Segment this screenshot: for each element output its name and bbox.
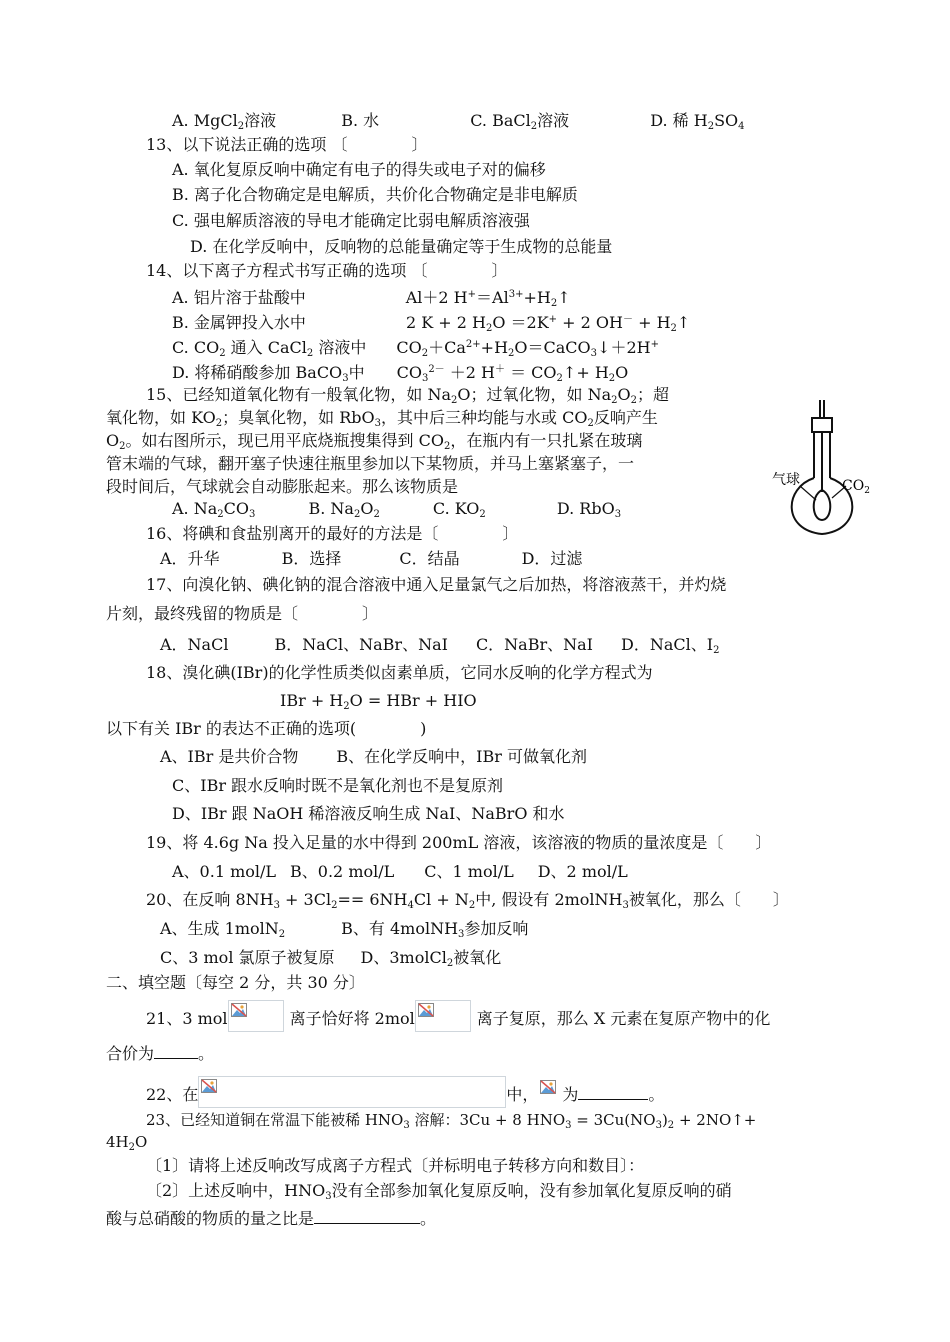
broken-image-placeholder [415,1000,471,1032]
q15-line-3: $O_2$。如右图所示，现已用平底烧瓶搜集得到 $CO_2$，在瓶内有一只扎紧在玻璃 [106,431,643,452]
q13-option-d: D. 在化学反响中，反响物的总能量确定等于生成物的总能量 [190,237,613,256]
co2-label: $CO_2$ [842,478,870,496]
q23-line-2: $4H_2O$ [106,1133,148,1153]
q23-part-2: 〔2〕上述反响中，$HNO_3$没有全部参加氧化复原反响，没有参加氧化复原反响的硝 [146,1181,732,1202]
q15-line-5: 段时间后，气球就会自动膨胀起来。那么该物质是 [106,477,459,496]
q16-stem: 16、将碘和食盐别离开的最好的方法是〔 〕 [146,524,519,543]
answer-blank[interactable] [314,1207,420,1224]
broken-image-icon [231,1003,247,1017]
q15-line-2: 氧化物，如 $KO_2$；臭氧化物，如 RbO$_3$，其中后三种均能与水或 $CO_2$反响产生 [106,408,658,429]
q15-line-1: 15、已经知道氧化物有一般氧化物，如 $Na_2O$；过氧化物，如 $Na_2O_2$；超 [146,385,670,406]
balloon-label: 气球 [772,472,800,488]
q21-line-2: 合价为 。 [106,1044,215,1063]
q19-stem: 19、将 4.6g Na 投入足量的水中得到 200mL 溶液，该溶液的物质的量浓度是〔 〕 [146,833,772,852]
q13-option-c: C. 强电解质溶液的导电才能确定比弱电解质溶液强 [172,211,530,230]
q14-option-c: C. $CO_2$ 通入 CaCl$_2$ 溶液中 $CO_2+Ca^{2+}+H_2O=CaCO_3↓+2H^+$ [172,338,659,359]
balloon [814,490,831,520]
q23-line-1: 23、已经知道铜在常温下能被稀 $HNO_3$ 溶解：3Cu + 8 $HNO_3 = 3Cu(NO_3)_2$ + 2NO↑+ [146,1111,757,1131]
q14-option-a: A. 铝片溶于盐酸中 Al＋2 $H^+=Al^{3+}+H_2↑$ [172,288,571,309]
q16-options: A．升华 B．选择 C．结晶 D．过滤 [160,549,583,568]
q18-option-d: D、IBr 跟 NaOH 稀溶液反响生成 NaI、NaBrO 和水 [172,804,565,823]
answer-blank[interactable] [578,1083,648,1100]
broken-image-icon [201,1079,217,1093]
q18-line-3: 以下有关 IBr 的表达不正确的选项( ) [106,719,427,738]
q14-option-d: D. 将稀硝酸参加 BaCO$_3$中 $CO_3^{2-} +2$ $H^+ = CO_2↑+ H_2O$ [172,363,629,384]
q15-line-4: 管末端的气球，翻开塞子快速往瓶里参加以下某物质，并马上塞紧塞子，一 [106,454,635,473]
q17-line-2: 片刻，最终残留的物质是〔 〕 [106,604,379,623]
flask-balloon-figure [772,400,876,540]
q23-part-2-cont: 酸与总硝酸的物质的量之比是 。 [106,1209,437,1228]
broken-image-icon [540,1080,556,1094]
q14-option-b: B. 金属钾投入水中 2 K + 2 $H_2O =2K^+ + 2$ $OH^- + H_2↑$ [172,313,691,334]
q12-options: A. MgCl$_2$溶液 B. 水 C. BaCl$_2$溶液 D. 稀 $H_2SO_4$ [172,111,745,132]
q18-options-ab: A、IBr 是共价合物 B、在化学反响中，IBr 可做氧化剂 [160,747,587,766]
q18-line-1: 18、溴化碘(IBr)的化学性质类似卤素单质，它同水反响的化学方程式为 [146,663,653,682]
q15-options: A. $Na_2CO_3$ B. $Na_2O_2$ C. $KO_2$ D. RbO$_3$ [172,499,622,520]
q18-equation: IBr + $H_2O$ = HBr + HIO [280,691,477,712]
section-2-title: 二、填空题〔每空 2 分，共 30 分〕 [106,973,365,992]
q23-part-1: 〔1〕请将上述反响改写成离子方程式〔并标明电子转移方向和数目〕： [146,1156,645,1175]
q20-options-cd: C、3 mol 氯原子被复原 D、3molCl$_2$被氧化 [160,948,502,969]
q22-line: 22、在 中， 为 。 [146,1076,664,1110]
broken-image-placeholder [538,1078,562,1108]
q21-line-1: 21、3 mol 离子恰好将 2mol 离子复原，那么 X 元素在复原产物中的化 [146,1000,770,1034]
answer-blank[interactable] [154,1042,198,1059]
broken-image-placeholder [198,1076,506,1108]
q14-stem: 14、以下离子方程式书写正确的选项 〔 〕 [146,261,508,280]
broken-image-placeholder [228,1000,284,1032]
broken-image-icon [418,1003,434,1017]
q13-stem: 13、以下说法正确的选项 〔 〕 [146,135,428,154]
stopper [812,418,832,432]
q17-line-1: 17、向溴化钠、碘化钠的混合溶液中通入足量氯气之后加热，将溶液蒸干，并灼烧 [146,575,727,594]
q20-options-ab: A、生成 1molN$_2$ B、有 4molNH$_3$参加反响 [160,919,529,940]
q13-option-a: A. 氧化复原反响中确定有电子的得失或电子对的偏移 [172,160,546,179]
q13-option-b: B. 离子化合物确定是电解质，共价化合物确定是非电解质 [172,185,578,204]
q18-option-c: C、IBr 跟水反响时既不是氧化剂也不是复原剂 [172,776,504,795]
q20-stem: 20、在反响 $8NH_3 + 3Cl_2== 6NH_4Cl + N_2$中, 假设有 2molNH$_3$被氧化，那么〔 〕 [146,890,789,911]
q19-options: A、0.1 mol/L B、0.2 mol/L C、1 mol/L D、2 mol/L [172,862,628,881]
q17-options: A．NaCl B．NaCl、NaBr、NaI C．NaBr、NaI D．NaCl、$I_2$ [160,635,720,656]
